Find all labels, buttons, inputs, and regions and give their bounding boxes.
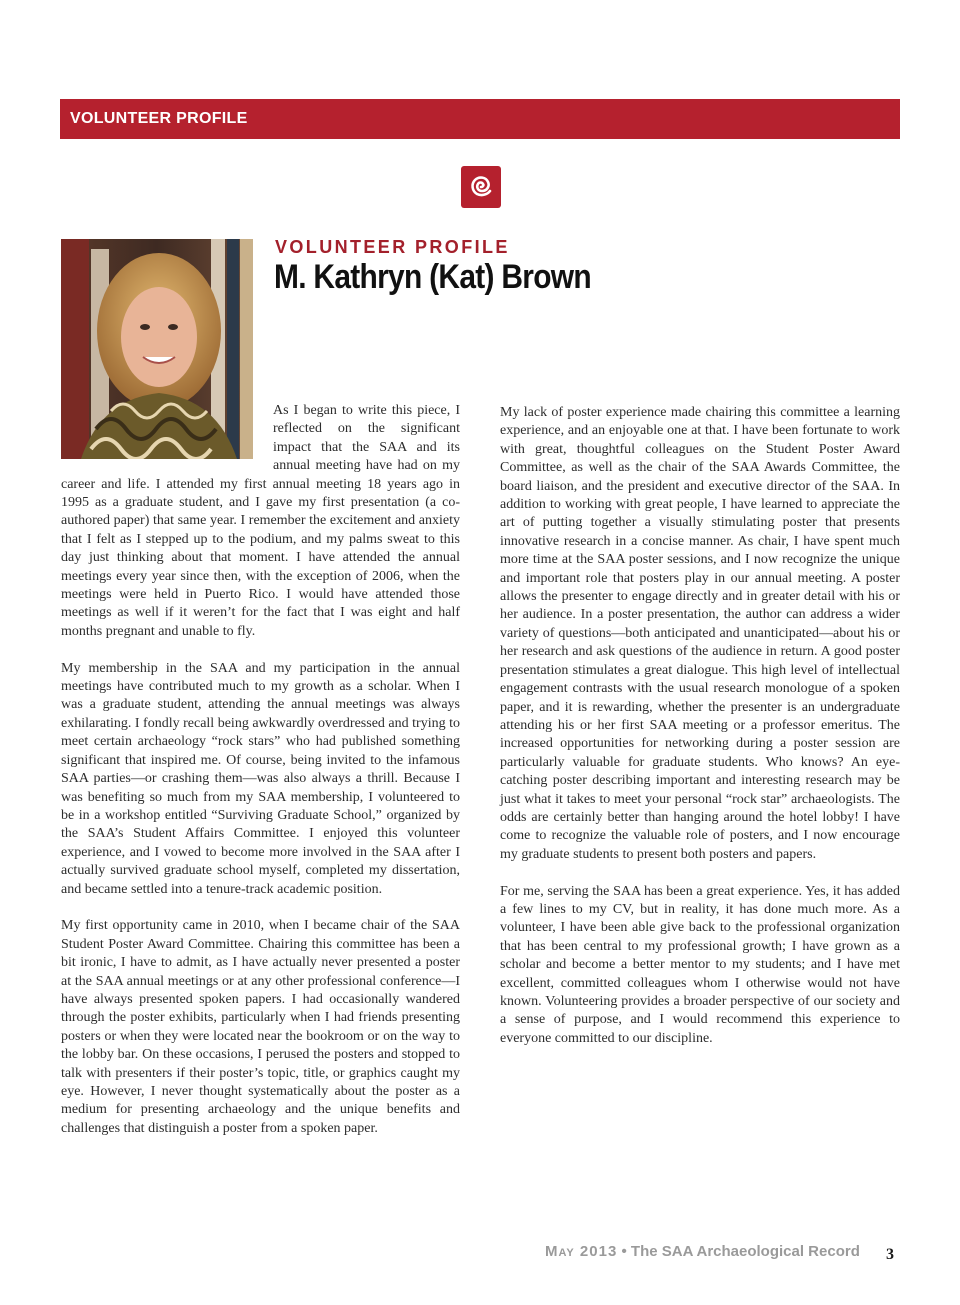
paragraph: My lack of poster experience made chairing this committee a learning experience, and an enjoyable one at that. I have been fortunate to work with great, thoughtful colleagues on the Student Poster Award Committee, as well as the chair of the SAA Awards Committee, the board liaison, and the president and executive director of the SAA. In addition to working with great people, I have learned to appreciate the art of putting together a visually stimulating poster that presents innovative research in a concise manner. As chair, I have spent much more time at the SAA poster sessions, and I now recognize the unique and important role that posters play in our annual meeting. A poster allows the presenter to engage directly and in greater detail with his or her audience. In a poster presentation, the author can address a wider variety of questions—both anticipated and unanticipated—about his or her research and ask questions of the audience in return. A good poster presentation stimulates a great dialogue. This high level of intellectual engagement contrasts with the usual research monologue of a spoken paper, and it is rewarding, whether the presenter is an undergraduate attending his or her first SAA meeting or a professor emeritus. The increased opportunities for networking during a poster session are particularly valuable for graduate students. Who knows? An eye-catching poster describing important and interesting research may be just what it takes to meet your personal “rock star” archaeologists. The odds are certainly better than hanging around the hotel lobby! I have come to recognize the valuable role of posters, and I now encourage my graduate students to present both posters and papers. [500,405,900,862]
saa-spiral-logo-icon [460,165,502,209]
paragraph: For me, serving the SAA has been a great experience. Yes, it has added a few lines to my CV, but in reality, it has done much more. As a volunteer, I have been able give back to the professional organization that has been central to my professional growth; I have grown as a scholar and become a better mentor to my students; and I have met excellent, committed colleagues whom I otherwise would not have known. Volunteering provides a broader perspective of our society and a sense of purpose, and I would recommend this experience to everyone committed to our discipline. [500,883,900,1046]
footer-separator: • [621,1243,627,1260]
article-right-column [500,404,900,1067]
photo-wrap-space [61,402,273,459]
banner-label: VOLUNTEER PROFILE [70,110,248,127]
article-title: M. Kathryn (Kat) Brown [274,258,591,296]
section-banner [60,99,900,139]
footer-date: May 2013 [545,1243,618,1260]
article-kicker: VOLUNTEER PROFILE [275,237,510,257]
article-left-column [61,402,460,1157]
page-number: 3 [886,1246,894,1263]
footer-publication: The SAA Archaeological Record [630,1243,860,1260]
page-footer [545,1243,860,1260]
paragraph-text: As I began to write this piece, I reflected on the significant impact that the SAA and its annual meeting have had on my career and life. I attended my first annual meeting 18 years ago in 1995 as a graduate student, and I gave my first presentation (a co-authored paper) that same year. I remember the excitement and anxiety that I felt as I stepped up to the podium, and my palms sweat to this day just thinking about that moment. I have attended the annual meetings every year since then, with the exception of 2006, when the meetings were held in Puerto Rico. I would have attended those meetings as well if it weren’t for the fact that I was eight and half months pregnant and unable to fly. [61,403,460,639]
paragraph: My membership in the SAA and my participation in the annual meetings have contributed much to my growth as a scholar. When I was a graduate student, attending the annual meetings was always exhilarating. I fondly recall being awkwardly overdressed and trying to meet certain archaeology “rock stars” who had published something significant that inspired me. Of course, being invited to the infamous SAA parties—or crashing them—was also always a thrill. Because I was benefiting so much from my SAA membership, I volunteered to be in a workshop entitled “Surviving Graduate School,” organized by the SAA’s Student Affairs Committee. I enjoyed this volunteer experience, and I vowed to become more involved in the SAA after I actually survived graduate school myself, completed my dissertation, and became settled into a tenure-track academic position. [61,660,460,897]
paragraph [61,402,460,641]
paragraph: My first opportunity came in 2010, when I became chair of the SAA Student Poster Award Committee. Chairing this committee has been a bit ironic, I have to admit, as I have actually never presented a poster at the SAA annual meetings or at any other professional conference—I have always presented spoken papers. I had occasionally wandered through the poster exhibits, particularly when I had friends presenting posters or when they were located near the bookroom or on the way to the lobby bar. On these occasions, I perused the posters and stopped to talk with presenters if their poster’s topic, title, or graphics caught my eye. However, I never thought systematically about the poster as a medium for presenting archaeology and the unique benefits and challenges that distinguish a poster from a spoken paper. [61,918,460,1136]
